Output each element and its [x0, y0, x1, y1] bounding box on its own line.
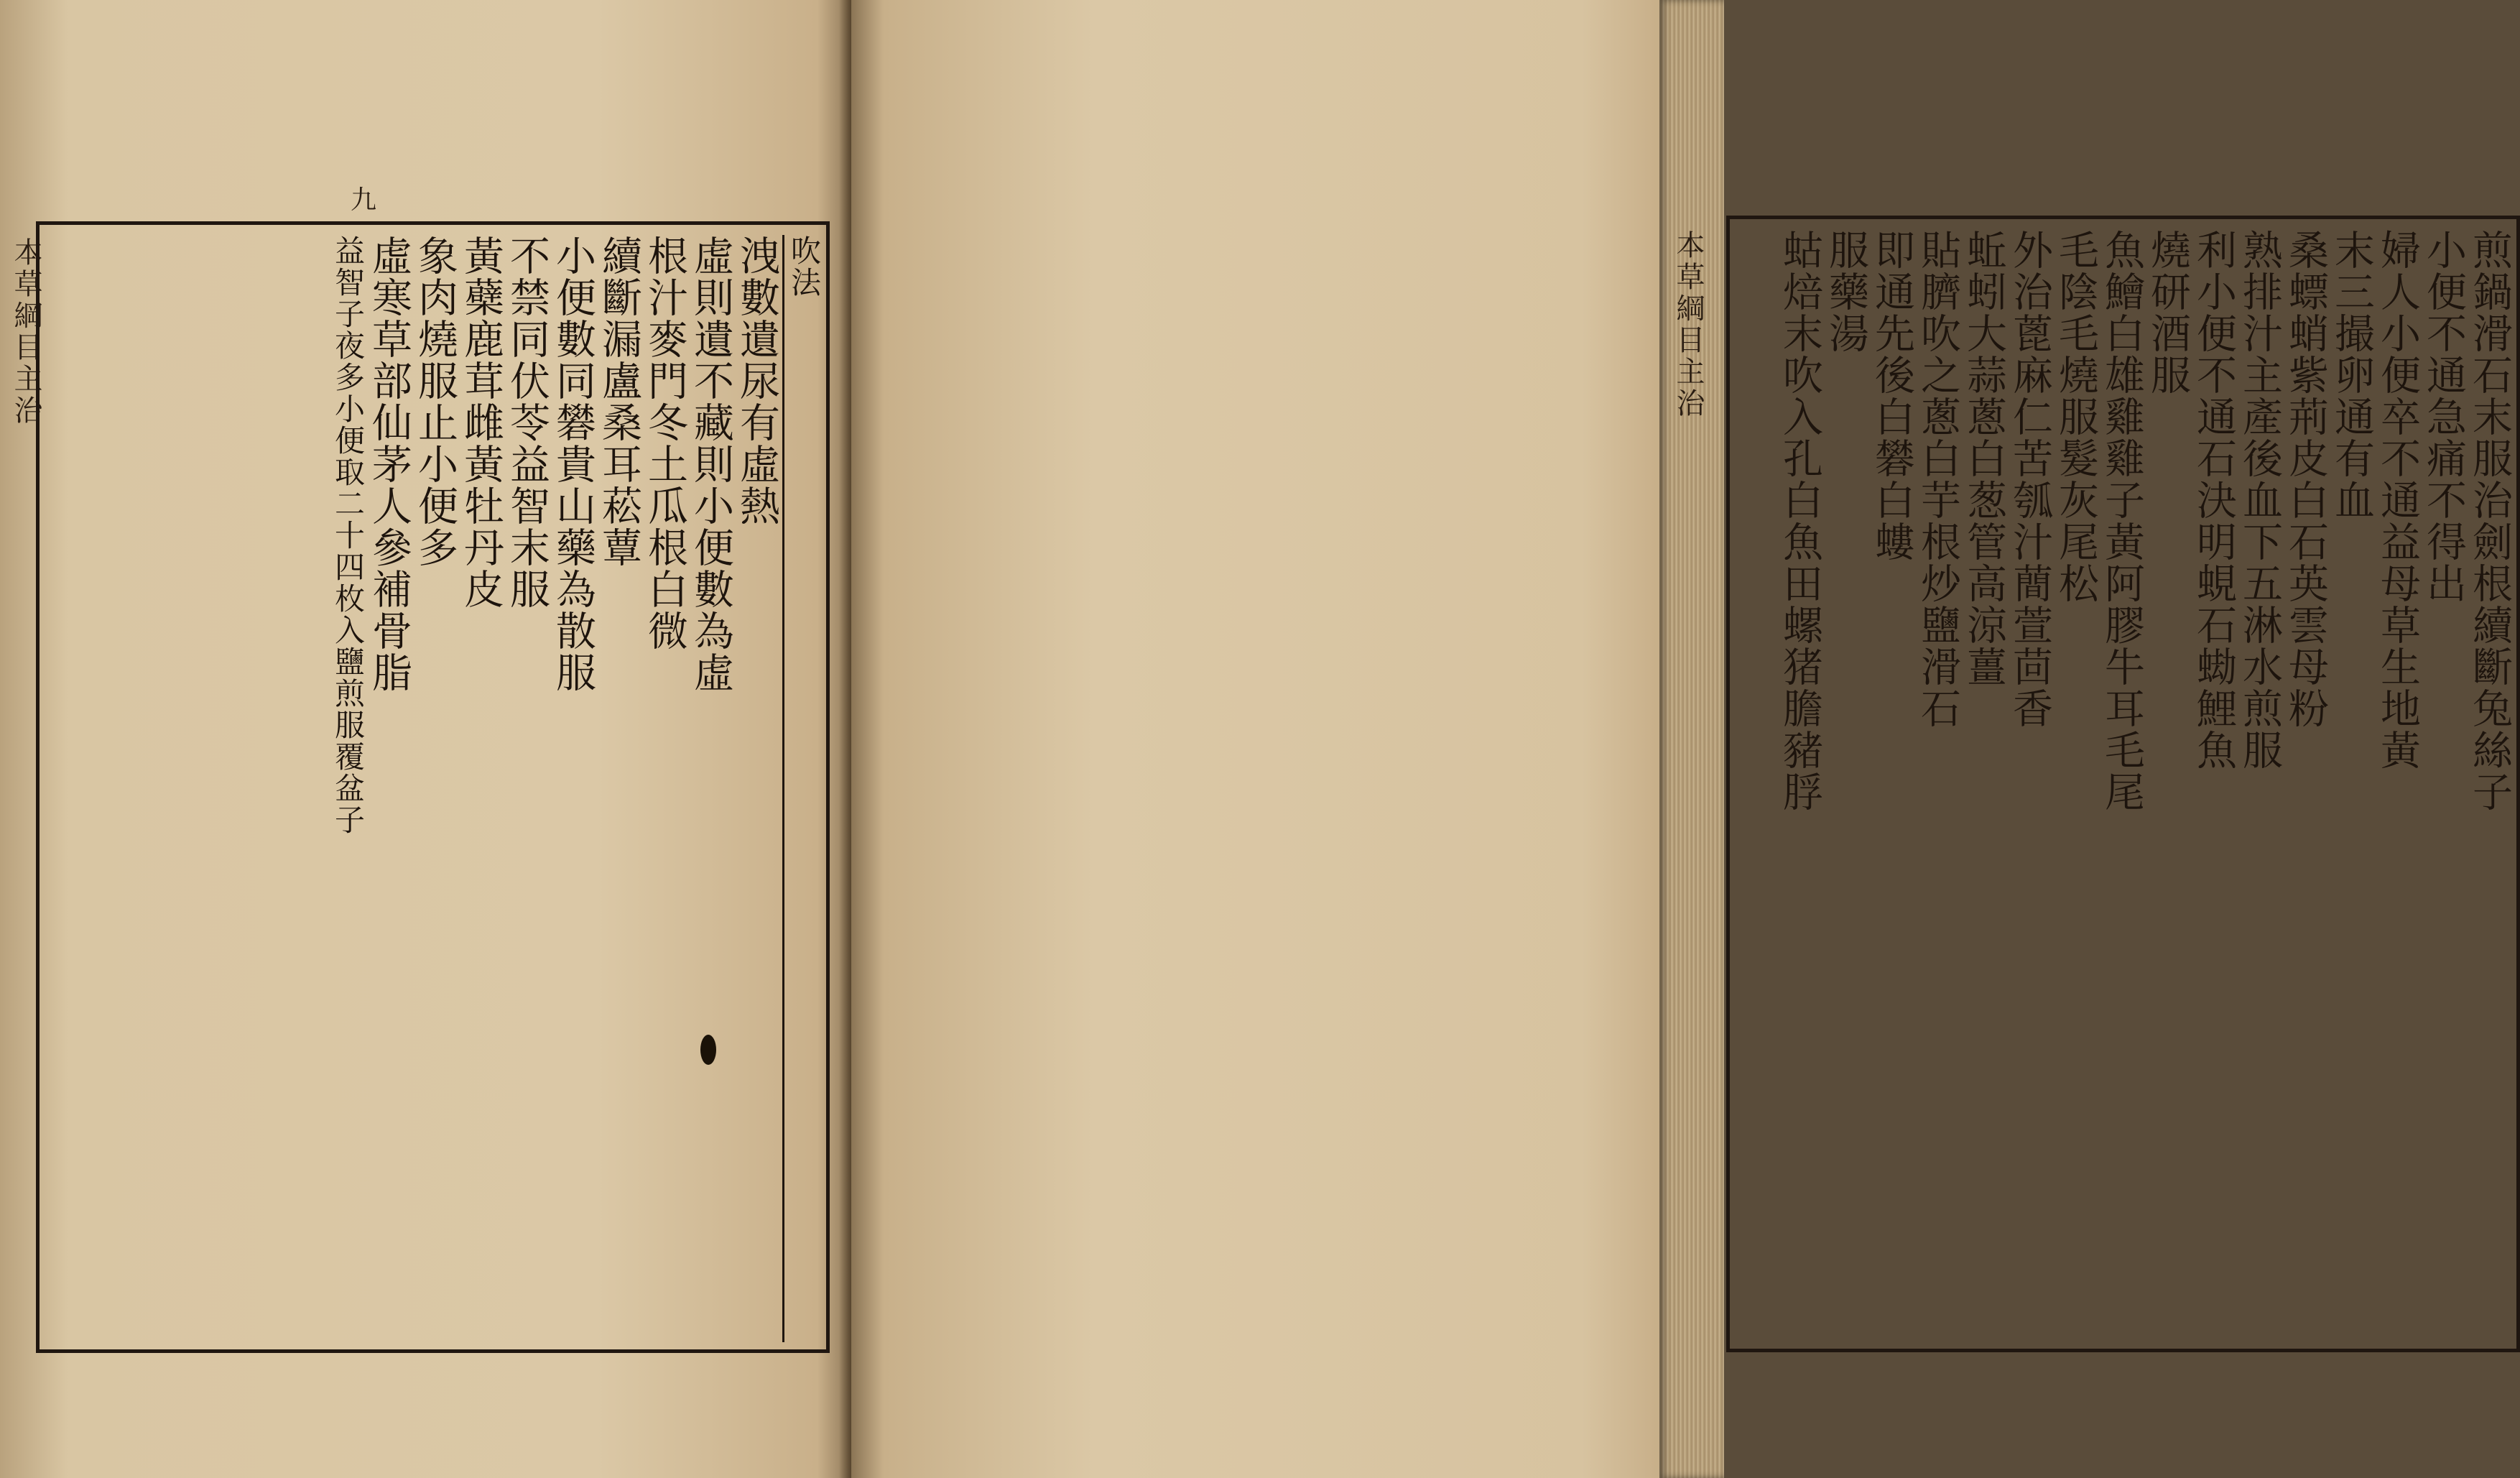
- text-column: 蛄焙末吹入孔白魚田螺猪膽豬脬: [1776, 229, 1823, 813]
- right-text-frame: [1726, 216, 2520, 1352]
- text-column: 蚯蚓大蒜蔥白葱管高涼薑: [1960, 229, 2007, 688]
- text-column: 不禁同伏苓益智末服: [504, 235, 550, 610]
- text-column: 根汁麥門冬土瓜根白微: [641, 235, 688, 652]
- text-column: 黃蘗鹿茸雌黃牡丹皮: [458, 235, 504, 610]
- text-column: 毛陰毛燒服髮灰尾松: [2052, 229, 2099, 604]
- text-column: 末三撮卵通有血: [2328, 229, 2375, 521]
- text-column: 熟排汁主產後血下五淋水煎服: [2236, 229, 2283, 771]
- right-margin-title: 本草綱目主治: [1672, 230, 1705, 420]
- text-column: 即通先後白礬白螻: [1868, 229, 1915, 563]
- text-column: 洩數遺尿有虛熱: [733, 235, 780, 527]
- text-column: 魚鱠白雄雞雞子黃阿膠牛耳毛尾: [2098, 229, 2145, 813]
- text-column: 燒研酒服: [2144, 229, 2191, 396]
- text-column: 虛寒草部仙茅人參補骨脂: [366, 235, 412, 693]
- text-column: 象肉燒服止小便多: [412, 235, 458, 568]
- text-column: 外治蓖麻仁苦瓠汁蕳萱茴香: [2006, 229, 2053, 729]
- text-column: 小便數同礬貴山藥為散服: [550, 235, 596, 693]
- text-column: 利小便不通石決明蜆石蜐鯉魚: [2190, 229, 2237, 771]
- left-margin-title: 本草綱目主治: [9, 237, 42, 427]
- text-column: 小便不通急痛不得出: [2420, 229, 2467, 604]
- left-page: [0, 0, 851, 1478]
- left-columns: [47, 235, 822, 1342]
- text-column: 虛則遺不藏則小便數為虛: [687, 235, 734, 693]
- text-column: 婦人小便卒不通益母草生地黃: [2374, 229, 2421, 771]
- page-edges: [1659, 0, 1724, 1478]
- text-column: 續斷漏盧桑耳菘蕈: [596, 235, 642, 568]
- text-column: 服藥湯: [1822, 229, 1869, 354]
- text-column: 貼臍吹之蔥白芋根炒鹽滑石: [1914, 229, 1961, 729]
- text-column: 桑螵蛸紫荊皮白石英雲母粉: [2282, 229, 2329, 729]
- left-text-frame: [36, 221, 830, 1353]
- text-column: 益智子夜多小便取二十四枚入鹽煎服覆盆子: [330, 235, 366, 836]
- page-number: 九: [351, 185, 377, 215]
- left-header-column: 吹法: [782, 235, 819, 1342]
- right-columns: [1737, 229, 2513, 1341]
- text-column: 煎鍋滑石末服治劍根續斷兔絲子: [2466, 229, 2513, 813]
- ink-stain: [700, 1035, 716, 1065]
